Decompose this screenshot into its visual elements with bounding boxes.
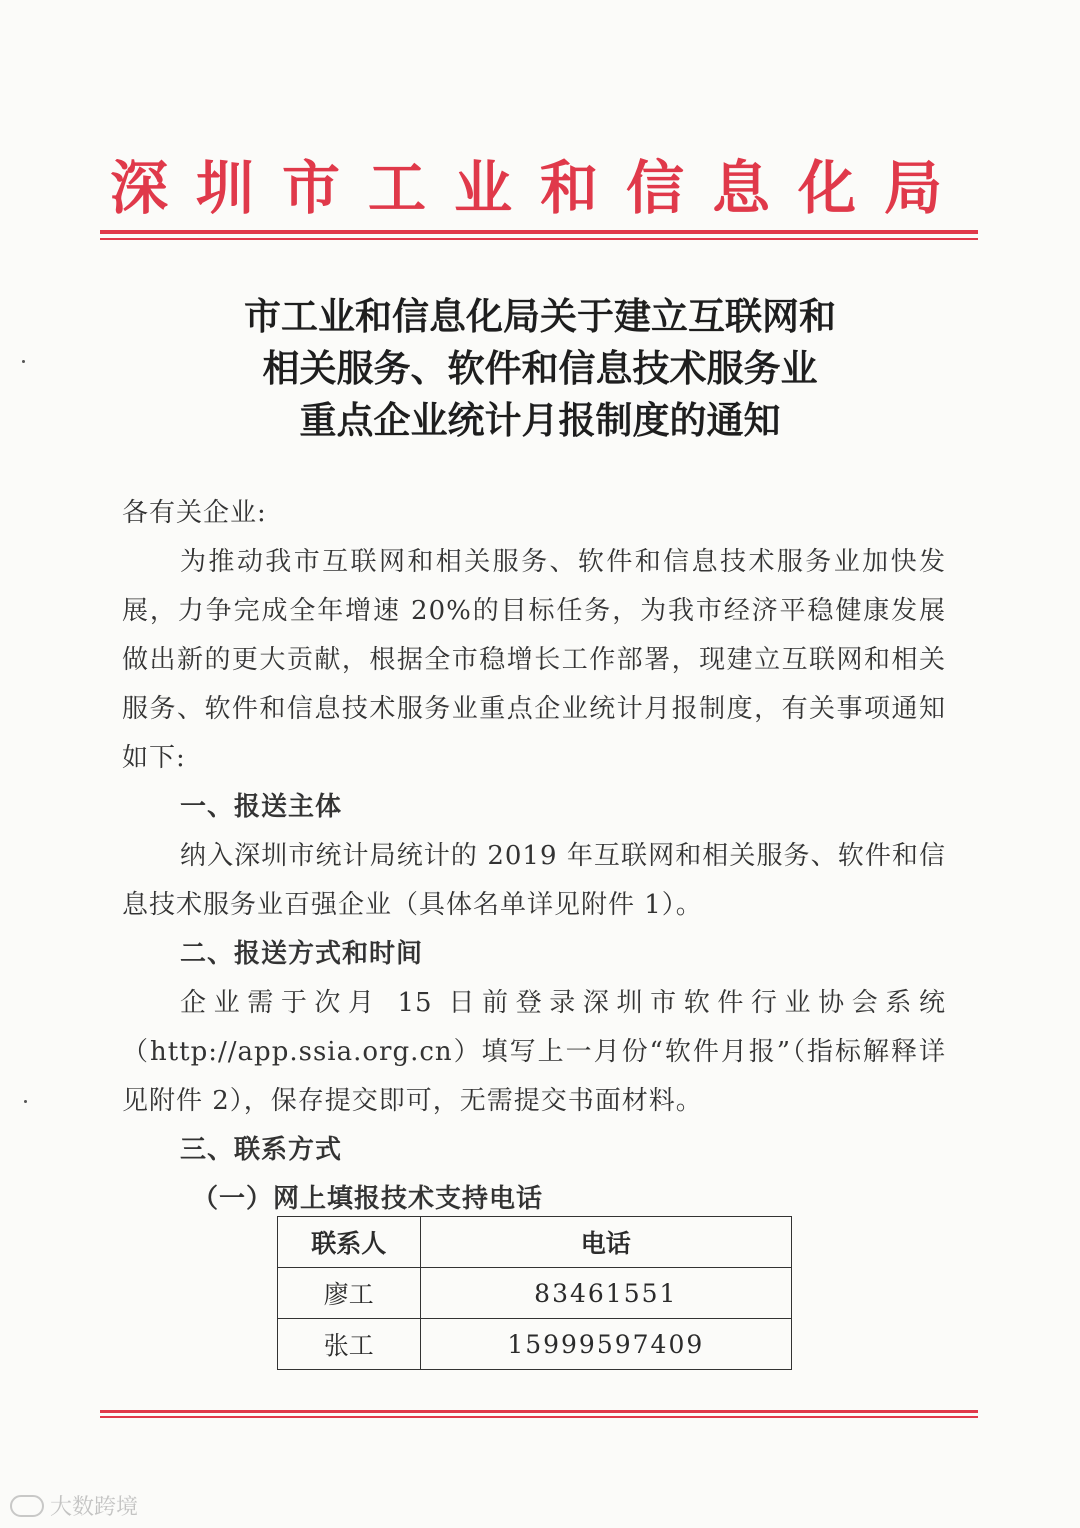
document-title — [100, 290, 980, 446]
section-heading: 二、报送方式和时间 — [180, 939, 424, 969]
section-text: 企业需于次月 15 日前登录深圳市软件行业协会系统（http://app.ssia.org.cn）填写上一月份“软件月报”（指标解释详见附件 2），保存提交即可，无需提交书面材料。 — [122, 988, 946, 1116]
watermark-logo-icon — [10, 1495, 44, 1517]
watermark-text: 大数跨境 — [50, 1495, 139, 1520]
watermark — [10, 1490, 138, 1521]
masthead: 深圳市工业和信息化局 — [109, 154, 970, 222]
intro-paragraph: 为推动我市互联网和相关服务、软件和信息技术服务业加快发展，力争完成全年增速 20%的目标任务，为我市经济平稳健康发展做出新的更大贡献，根据全市稳增长工作部署，现建立互联网和相关服务、软件和信息技术服务业重点企业统计月报制度，有关事项通知如下: — [122, 547, 946, 773]
table-header-row — [278, 1217, 792, 1268]
contact-name: 廖工 — [278, 1268, 421, 1319]
section-text: 纳入深圳市统计局统计的 2019 年互联网和相关服务、软件和信息技术服务业百强企业（具体名单详见附件 1）。 — [122, 841, 946, 920]
footer-rule-thick — [100, 1410, 978, 1413]
section-heading: 三、联系方式 — [180, 1135, 343, 1165]
scan-speck — [24, 1100, 27, 1103]
title-line: 市工业和信息化局关于建立互联网和 — [244, 294, 836, 338]
section-heading: 一、报送主体 — [180, 792, 343, 822]
table-row — [278, 1319, 792, 1370]
contact-name: 张工 — [278, 1319, 421, 1370]
salutation: 各有关企业: — [122, 498, 267, 528]
masthead-rule-thick — [100, 230, 978, 234]
body-text — [122, 489, 946, 1224]
contact-phone: 83461551 — [420, 1268, 791, 1319]
contact-phone: 15999597409 — [420, 1319, 791, 1370]
masthead-rule-thin — [100, 238, 978, 240]
title-line: 相关服务、软件和信息技术服务业 — [262, 346, 818, 390]
contact-table — [277, 1216, 792, 1370]
footer-rule-thin — [100, 1416, 978, 1418]
title-line: 重点企业统计月报制度的通知 — [299, 398, 781, 442]
table-header-cell: 联系人 — [278, 1217, 421, 1268]
table-row — [278, 1268, 792, 1319]
contact-subheading: （一）网上填报技术支持电话 — [192, 1184, 544, 1214]
scan-speck — [22, 360, 25, 363]
table-header-cell: 电话 — [420, 1217, 791, 1268]
